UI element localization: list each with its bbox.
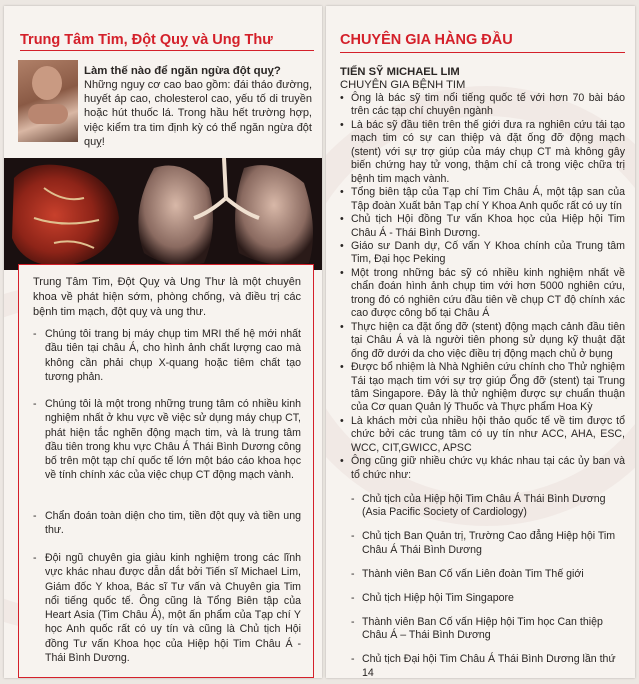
- list-item: • Thực hiện ca đặt ống đỡ (stent) động mạch cảnh đầu tiên tại Châu Á và là người tiên phong sử dụng kỹ thuật đặt ống đỡ dưới da cho việc điều trị động mạch chủ ở bụng: [340, 320, 625, 360]
- info-box: [18, 264, 314, 678]
- section-rule: [340, 52, 625, 53]
- box-intro: Trung Tâm Tim, Đột Quỵ và Ung Thư là một chuyên khoa về phát hiện sớm, phòng chống, và điều trị các bệnh tim mạch, đột quỵ và ung thư.: [33, 276, 301, 318]
- left-bullet: - Chúng tôi là một trong những trung tâm có nhiều kinh nghiệm nhất ở khu vực về việc sử dụng máy chụp CT, phát hiện tắc nghẽn động mạch tim, và là trung tâm đầu tiên trong khu vực Châu Á Thái Bình Dương công bố trên một tạp chí quốc tế lớn một báo cáo khoa học về tính chính xác của việc chụp CT động mạch vành.: [33, 398, 301, 482]
- title-rule: [20, 50, 314, 51]
- list-item: • Là khách mời của nhiều hội thảo quốc tế về tim được tổ chức bởi các trung tâm có uy tín như ACC, AHA, ESC, WCC, CIT,GWICC, APSC: [340, 414, 625, 454]
- list-item: • Là bác sỹ đầu tiên trên thế giới đưa ra nghiên cứu tái tạo mạch tim có sự can thiệp và đặt ống đỡ động mạch (stent) với sự trợ giúp của máy chụp CT mà không gây biến chứng hay tử vong, thậm chí cả trong việc chữa trị bệnh tim mạch vành.: [340, 118, 625, 185]
- left-panel: [4, 6, 322, 678]
- credentials-list: [340, 92, 625, 678]
- list-item: • Ông là bác sỹ tim nổi tiếng quốc tế với hơn 70 bài báo trên các tạp chí chuyên ngành: [340, 92, 625, 118]
- patient-photo: [18, 60, 78, 142]
- sub-list-item: - Chủ tịch Ban Quản trị, Trường Cao đẳng Hiệp hội Tim Châu Á Thái Bình Dương: [351, 530, 616, 556]
- list-item: • Tổng biên tập của Tạp chí Tim Châu Á, một tập san của Tập đoàn Xuất bản Tạp chí Y Khoa Anh quốc rất có uy tín: [340, 186, 625, 212]
- sub-list-item: - Chủ tịch Đại hội Tim Châu Á Thái Bình Dương lần thứ 14: [351, 653, 616, 678]
- left-bullet: - Chúng tôi trang bị máy chụp tim MRI thế hệ mới nhất đầu tiên tại châu Á, cho hình ảnh chất lượng cao mà không cần phải chụp X-quang hoặc tiêm chất tạo tương phản.: [33, 328, 301, 383]
- list-item: • Ông cũng giữ nhiều chức vụ khác nhau tại các ủy ban và tổ chức như:: [340, 455, 625, 481]
- sub-list-item: - Chủ tịch Hiệp hội Tim Singapore: [351, 591, 514, 604]
- section-title: CHUYÊN GIA HÀNG ĐẦU: [340, 32, 513, 48]
- doctor-role: CHUYÊN GIA BỆNH TIM: [340, 79, 466, 91]
- intro-text: Những nguy cơ cao bao gồm: đái tháo đường, huyết áp cao, cholesterol cao, yếu tố di truyền hoặc hút thuốc lá. Trong hầu hết trường hợp, việc kiểm tra tim định kỳ có thể ngăn ngừa đột quỵ!: [84, 79, 312, 148]
- list-item: • Một trong những bác sỹ có nhiều kinh nghiệm nhất về chẩn đoán hình ảnh chụp tim với hơn 5000 nghiên cứu, trong đó có nghiên cứu đầu tiên về chụp CT độ chính xác cao được công bố tại Châu Á: [340, 266, 625, 320]
- left-bullet: - Đội ngũ chuyên gia giàu kinh nghiệm trong các lĩnh vực khác nhau được dẫn dắt bởi Tiến sĩ Michael Lim, Giám đốc Y khoa, Bác sĩ Tư vấn và Chuyên gia Tim nổi tiếng quốc tế. Ông cũng là Tổng Biên tập của Heart Asia (Tim Châu Á), một ấn phẩm của Tạp chí Y học Anh quốc rất có uy tín và cũng là Chủ tịch Hội đồng Tư vấn Khoa học của Hiệp hội Tim Châu Á - Thái Bình Dương.: [33, 552, 301, 665]
- right-panel: [326, 6, 635, 678]
- intro-question: Làm thế nào để ngăn ngừa đột quỵ?: [84, 65, 281, 77]
- sub-list-item: - Thành viên Ban Cố vấn Hiệp hội Tim học Can thiệp Châu Á – Thái Bình Dương: [351, 615, 603, 642]
- doctor-name: TIẾN SỸ MICHAEL LIM: [340, 66, 460, 78]
- list-item: • Được bổ nhiệm là Nhà Nghiên cứu chính cho Thử nghiệm Tái tạo mạch tim với sự trợ giúp Ống đỡ (stent) tại Trung tâm Singapore. Đây là thử nghiệm được sự chuẩn thuận của Cơ quan Quản lý Thuốc và Thực phẩm Hoa Kỳ: [340, 361, 625, 414]
- sub-list-item: - Thành viên Ban Cố vấn Liên đoàn Tim Thế giới: [351, 567, 584, 580]
- left-bullet: - Chẩn đoán toàn diện cho tim, tiền đột quỵ và tiền ung thư.: [33, 510, 301, 537]
- heart-lungs-image: [4, 158, 322, 270]
- list-item: • Giáo sư Danh dự, Cố vấn Y Khoa chính của Trung tâm Tim, Đại học Peking: [340, 239, 625, 266]
- sub-list-item: - Chủ tịch của Hiệp hội Tim Châu Á Thái Bình Dương (Asia Pacific Society of Cardiology): [351, 492, 606, 519]
- left-title: Trung Tâm Tim, Đột Quỵ và Ung Thư: [20, 32, 273, 48]
- list-item: • Chủ tịch Hội đồng Tư vấn Khoa học của Hiệp hội Tim Châu Á - Thái Bình Dương.: [340, 213, 625, 239]
